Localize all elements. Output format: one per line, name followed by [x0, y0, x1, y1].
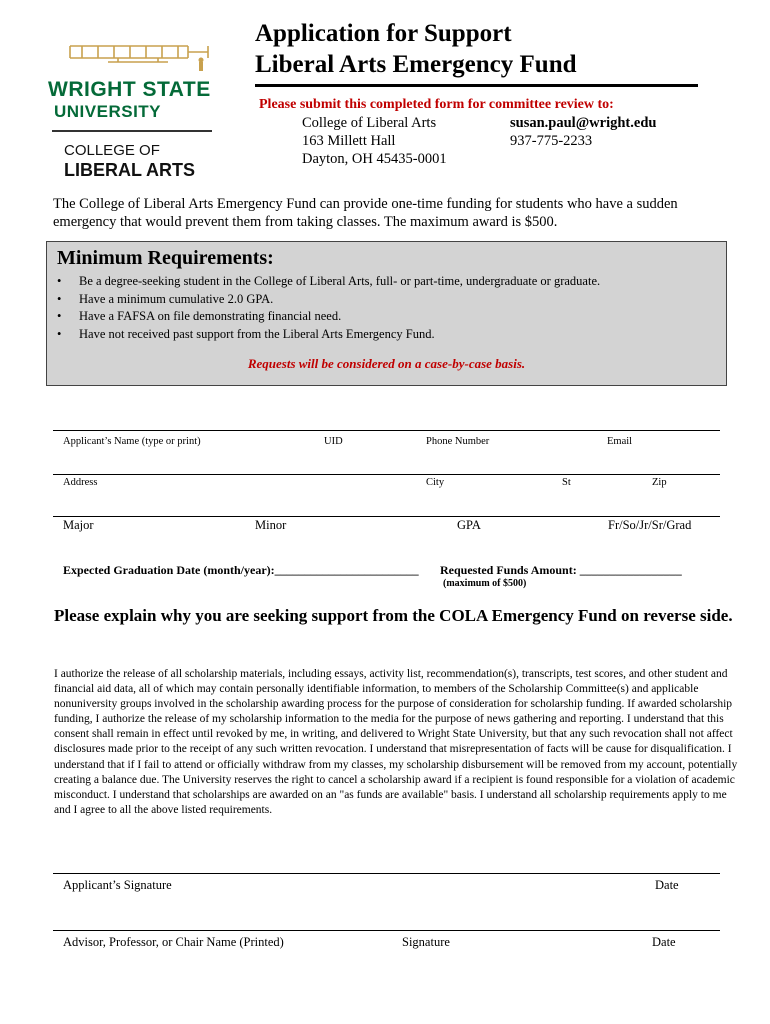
logo-line-2: UNIVERSITY	[54, 102, 162, 121]
state-label: St	[562, 477, 571, 488]
list-item	[57, 273, 600, 291]
intro-paragraph: The College of Liberal Arts Emergency Fund can provide one-time funding for students who have a sudden emergency that would prevent them from taking classes. The maximum award is $500.	[53, 196, 678, 230]
address-line-2: 163 Millett Hall	[302, 133, 396, 149]
address-line-1: College of Liberal Arts	[302, 115, 437, 131]
logo-divider	[52, 130, 212, 132]
address-label: Address	[63, 477, 98, 488]
minor-label: Minor	[255, 518, 287, 532]
requirement-text: Have a minimum cumulative 2.0 GPA.	[79, 291, 274, 306]
gpa-label: GPA	[457, 518, 481, 532]
name-row-line[interactable]	[53, 430, 720, 431]
uid-label: UID	[324, 436, 343, 447]
logo-line-4: LIBERAL ARTS	[64, 160, 196, 180]
advisor-name-label: Advisor, Professor, or Chair Name (Printed)	[63, 935, 284, 949]
advisor-signature-line[interactable]	[53, 930, 720, 931]
logo-line-3: COLLEGE OF	[64, 142, 160, 159]
zip-label: Zip	[652, 477, 667, 488]
requirement-text: Have a FAFSA on file demonstrating financial need.	[79, 309, 342, 324]
page-title-line-2: Liberal Arts Emergency Fund	[255, 51, 577, 78]
bullet-icon: •	[57, 291, 62, 306]
wright-flyer-icon	[68, 38, 218, 74]
requirements-note: Requests will be considered on a case-by-case basis.	[247, 356, 526, 371]
submit-note: Please submit this completed form for committee review to:	[259, 97, 614, 112]
requirement-text: Be a degree-seeking student in the College of Liberal Arts, full- or part-time, undergraduate or graduate.	[79, 274, 601, 288]
major-label: Major	[63, 518, 94, 532]
title-divider	[255, 84, 698, 87]
list-item	[57, 308, 600, 326]
applicant-date-label: Date	[655, 878, 679, 892]
applicant-signature-label: Applicant’s Signature	[63, 878, 172, 892]
authorization-paragraph: I authorize the release of all scholarship materials, including essays, activity list, recommendation(s), transcripts, test scores, and other student and financial aid data, all of which may contain personally identifiable information, to members of the Scholarship Committee(s) and applicable nonuniversity groups involved in the scholarship awarding process for the purpose of consideration for scholarship funding. If awarded scholarship funding, I authorize the release of my scholarship information to the media for the purpose of news gathering and reporting. I understand that this consent shall remain in effect until revoked by me, in writing, and delivered to Wright State University, but that any such revocation shall not affect disclosures made prior to the receipt of any such written revocation. I understand that misrepresentation of facts will be cause for disqualification. I understand that if I fail to attend or officially withdraw from my classes, my scholarship disbursement will be removed from my account, potentially creating a balance due. The University reserves the right to cancel a scholarship award if a recipient is found responsible for a violation of academic misconduct. I understand that scholarships are awarded on an "as funds are available" basis. I understand all scholarship requirements apply to me and I agree to all the above listed requirements.	[54, 668, 738, 816]
email-label: Email	[607, 436, 633, 447]
advisor-date-label: Date	[652, 935, 676, 949]
advisor-signature-label: Signature	[402, 935, 450, 949]
requirements-list	[57, 273, 600, 343]
address-line-3: Dayton, OH 45435-0001	[302, 151, 447, 167]
address-row-line[interactable]	[53, 474, 720, 475]
contact-email[interactable]: susan.paul@wright.edu	[510, 115, 657, 131]
requirements-heading: Minimum Requirements:	[57, 247, 274, 269]
applicant-signature-line[interactable]	[53, 873, 720, 874]
bullet-icon: •	[57, 274, 62, 288]
contact-phone: 937-775-2233	[510, 133, 593, 149]
requested-funds-field[interactable]: Requested Funds Amount: _________________	[440, 563, 682, 577]
page-title-line-1: Application for Support	[255, 20, 512, 47]
graduation-date-field[interactable]: Expected Graduation Date (month/year):________________________	[63, 563, 419, 577]
class-year-label: Fr/So/Jr/Sr/Grad	[608, 518, 692, 532]
phone-label: Phone Number	[426, 436, 490, 447]
bullet-icon: •	[57, 326, 62, 341]
bullet-icon: •	[57, 309, 62, 324]
applicant-name-label: Applicant’s Name (type or print)	[63, 436, 201, 447]
wsu-cola-logo	[48, 38, 218, 183]
list-item	[57, 291, 600, 309]
city-label: City	[426, 477, 445, 488]
explain-heading: Please explain why you are seeking support from the COLA Emergency Fund on reverse side.	[54, 606, 733, 625]
requirement-text: Have not received past support from the Liberal Arts Emergency Fund.	[79, 326, 435, 341]
logo-line-1: WRIGHT STATE	[48, 78, 211, 101]
list-item	[57, 326, 600, 344]
funds-maximum-note: (maximum of $500)	[443, 578, 527, 589]
major-row-line[interactable]	[53, 516, 720, 517]
